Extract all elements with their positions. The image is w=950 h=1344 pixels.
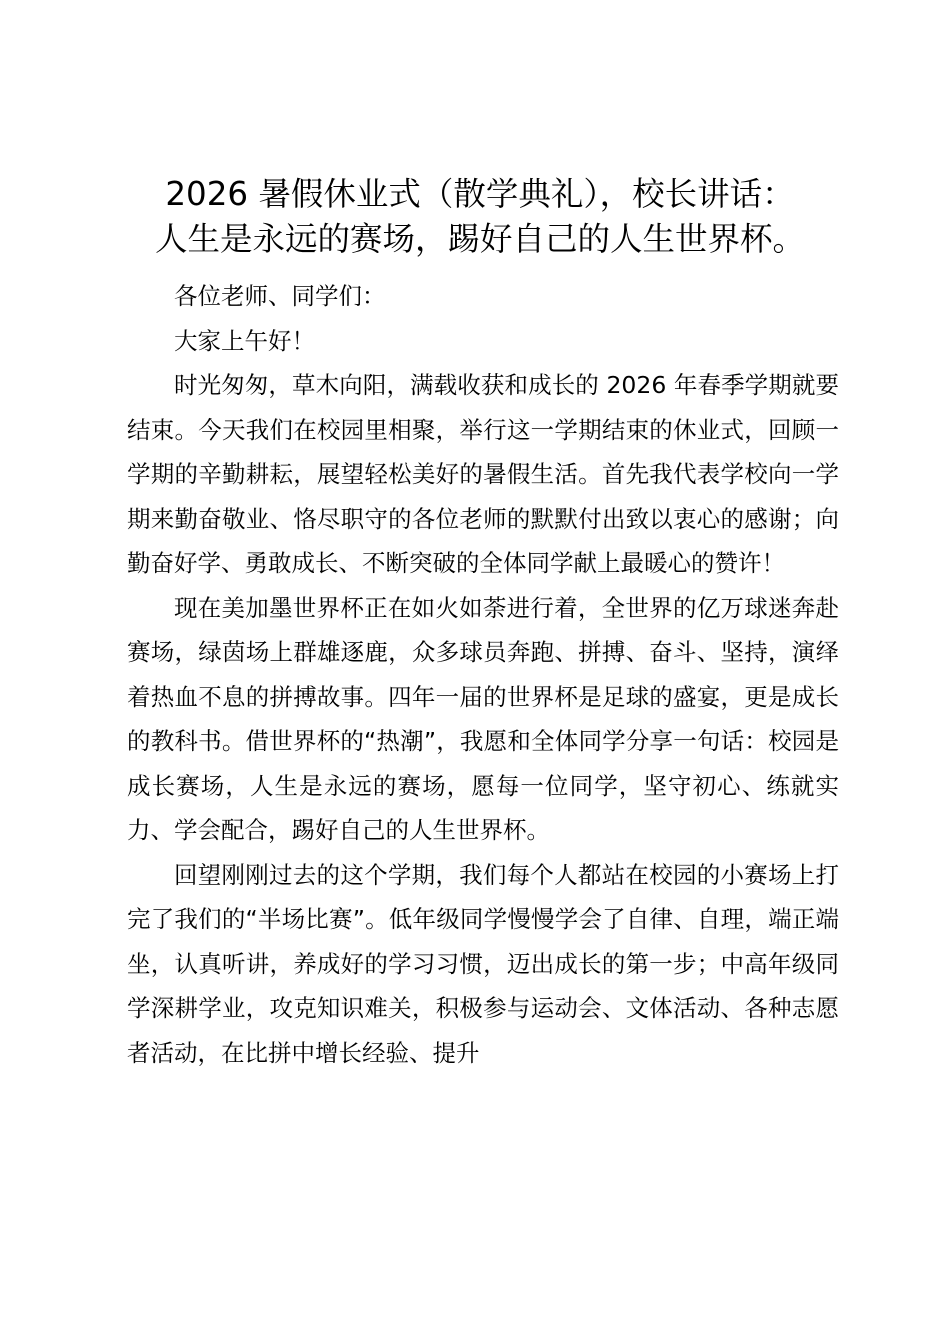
paragraph-world-cup: 现在美加墨世界杯正在如火如荼进行着，全世界的亿万球迷奔赴赛场，绿茵场上群雄逐鹿，众多球员奔跑、拼搏、奋斗、坚持，演绎着热血不息的拼搏故事。四年一届的世界杯是足球的盛宴，更是成长的教科书。借世界杯的“热潮”，我愿和全体同学分享一句话：校园是成长赛场，人生是永远的赛场，愿每一位同学，坚守初心、练就实力、学会配合，踢好自己的人生世界杯。 — [127, 593, 839, 844]
salutation: 各位老师、同学们： — [174, 282, 386, 310]
paragraph-semester-review: 时光匆匆，草木向阳，满载收获和成长的 2026 年春季学期就要结束。今天我们在校园里相聚，举行这一学期结束的休业式，回顾一学期的辛勤耕耘，展望轻松美好的暑假生活。首先我代表学校向一学期来勤奋敬业、恪尽职守的各位老师的默默付出致以衷心的感谢；向勤奋好学、勇敢成长、不断突破的全体同学献上最暖心的赞许！ — [127, 371, 839, 577]
document-body — [127, 274, 839, 1075]
paragraph-half-match: 回望刚刚过去的这个学期，我们每个人都站在校园的小赛场上打完了我们的“半场比赛”。低年级同学慢慢学会了自律、自理，端正端坐，认真听讲，养成好的学习习惯，迈出成长的第一步；中高年级同学深耕学业，攻克知识难关，积极参与运动会、文体活动、各种志愿者活动，在比拼中增长经验、提升 — [127, 860, 839, 1067]
title-line-1: 2026 暑假休业式（散学典礼），校长讲话： — [165, 175, 795, 213]
greeting: 大家上午好！ — [174, 326, 315, 355]
document-title — [120, 172, 840, 262]
title-line-2: 人生是永远的赛场，踢好自己的人生世界杯。 — [154, 220, 805, 258]
